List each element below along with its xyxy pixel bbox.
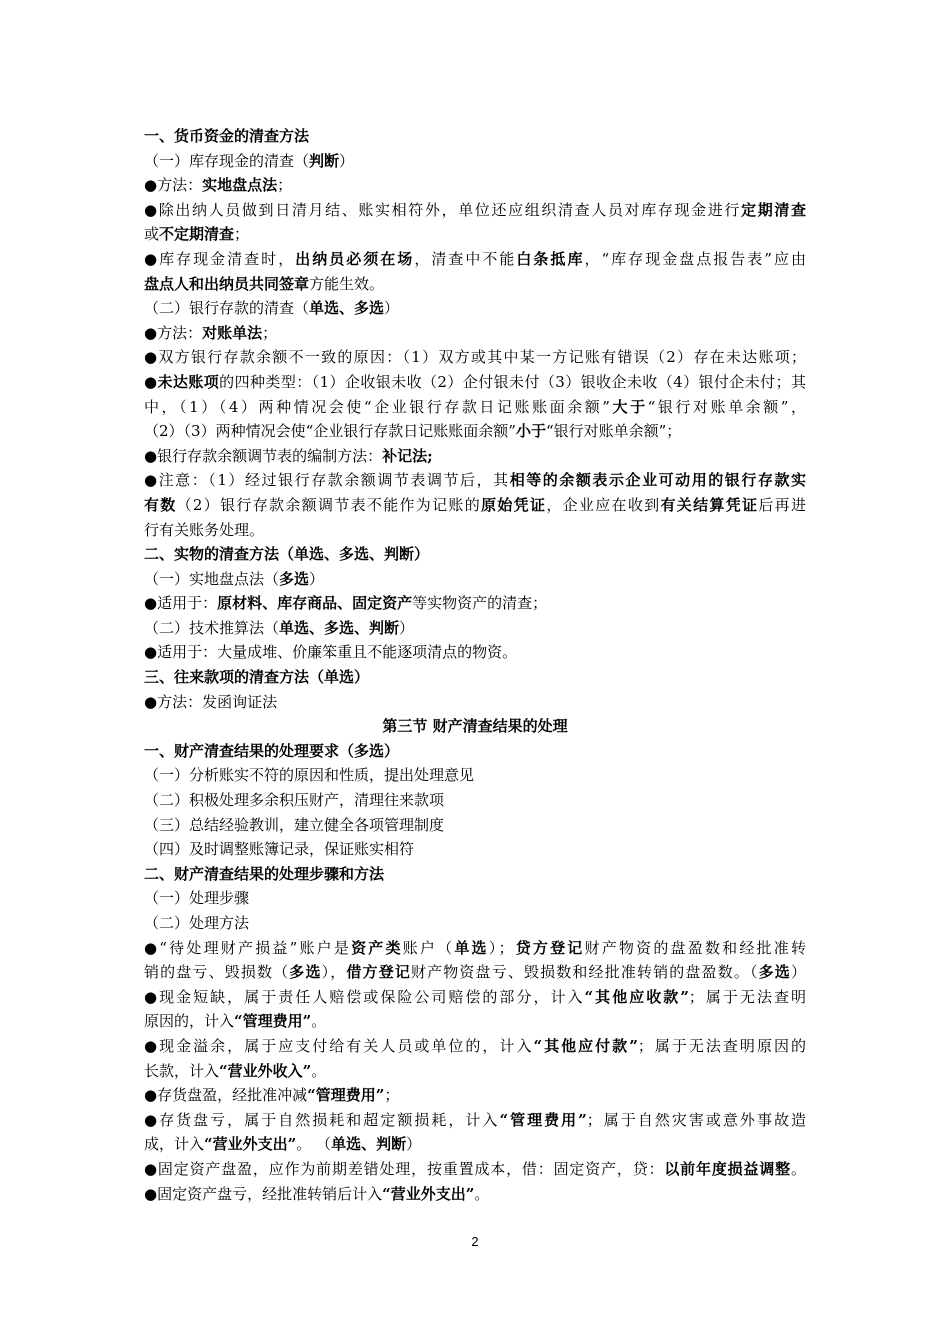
text-line [144,345,806,370]
text-run: （2）（3）两种情况会使“企业银行存款日记账账面余额” [144,422,516,441]
text-run: ●“待处理财产损益”账户是 [144,938,352,957]
text-line [144,272,806,297]
text-line [144,370,806,395]
bold-run: “营业外支出” [382,1184,475,1203]
text-line [144,1083,806,1108]
bold-run: 盘点人和出纳员共同签章 [144,274,310,293]
text-run: ； [234,225,250,244]
text-run: 。 [311,1061,327,1080]
text-run: （四）及时调整账簿记录，保证账实相符 [144,840,415,859]
text-run: 方能生效。 [309,274,385,293]
bold-run: 一、货币资金的清查方法 [144,127,310,145]
text-run: ●方法：发函询证法 [144,692,278,711]
bold-run: 原始凭证 [481,495,547,514]
text-run: 。 （ [296,1135,332,1154]
text-line [144,1132,806,1157]
bold-run: “管理费用” [234,1012,312,1031]
bold-run: “其他应付款” [533,1036,638,1055]
bold-run: 小于 [515,422,546,441]
text-run: ●适用于：大量成堆、价廉笨重且不能逐项清点的物资。 [144,643,518,662]
text-run: ； [277,176,293,195]
text-run: ；属于自然灾害或意外事故造 [586,1110,806,1129]
text-run: ； [384,1086,400,1105]
text-line [144,1108,806,1133]
bold-run: 单选、判断 [331,1135,407,1154]
text-line [144,395,806,420]
text-line [144,493,806,518]
bold-run: 多选 [289,963,322,982]
bold-run: 多选 [279,569,310,588]
text-run: （一）处理步骤 [144,889,250,908]
bold-run: 定期清查 [741,200,806,219]
text-run: ，企业应在收到 [546,495,661,514]
text-run: ） [399,618,415,637]
text-line [144,665,806,690]
text-line [144,936,806,961]
text-line [144,591,806,616]
text-line [144,616,806,641]
text-line [144,862,806,887]
text-run: ●库存现金清查时， [144,249,296,268]
text-run: ；属于无法查明 [688,987,806,1006]
text-run: 等实物资产的清查； [412,594,548,613]
bold-run: 以前年度损益调整 [664,1159,791,1178]
bold-run: 多选 [758,963,791,982]
bold-run: 二、财产清查结果的处理步骤和方法 [144,864,385,883]
text-run: （二）处理方法 [144,914,250,932]
text-line [144,198,806,223]
text-line [144,542,806,567]
text-run: （一）分析账实不符的原因和性质，提出处理意见 [144,766,475,785]
text-run: 的四种类型：（1）企收银未收（2）企付银未付（3）银收企未收（4）银付企未付；其 [219,372,806,391]
text-run: （二）技术推算法（ [144,618,280,637]
bold-run: 第三节 财产清查结果的处理 [382,717,568,736]
bold-run: “管理费用” [499,1110,587,1129]
text-line [144,149,806,174]
text-run: ●银行存款余额调节表的编制方法： [144,446,383,465]
text-run: ●存货盘亏，属于自然损耗和超定额损耗，计入 [144,1110,500,1129]
text-run: ●双方银行存款余额不一致的原因：（1）双方或其中某一方记账有错误（2）存在未达账项； [144,348,806,367]
bold-run: “营业外收入” [219,1061,312,1080]
text-run: ●方法： [144,323,203,342]
text-line [144,886,806,911]
text-line [144,739,806,764]
text-run: 。 [311,1012,327,1031]
text-run: ● [144,372,158,391]
text-run: ） [384,299,400,318]
page-number: 2 [471,1234,479,1249]
text-run: 财产物资的盘盈数和经批准转 [584,938,806,957]
text-run: ●固定资产盘盈，应作为前期差错处理，按重置成本，借：固定资产，贷： [144,1159,665,1178]
text-line [144,813,806,838]
text-run: （二）积极处理多余积压财产，清理往来款项 [144,791,445,810]
text-line [144,1182,806,1207]
text-run: （一）库存现金的清查（ [144,151,310,170]
text-run: ） [309,569,325,588]
text-run: ●适用于： [144,594,218,613]
text-run: 。 [474,1184,490,1203]
text-line [144,124,806,149]
text-run: 或 [144,225,160,244]
bold-run: 单选 [454,938,489,957]
text-run: ，清查中不能 [414,249,517,268]
text-line [144,518,806,543]
text-line [144,690,806,715]
bold-run: 原材料、库存商品、固定资产 [217,594,413,613]
text-run: ） [339,151,355,170]
text-run: 账户（ [402,938,455,957]
text-run: 后再进 [758,495,806,514]
text-run: 原因的，计入 [144,1012,235,1031]
text-line [144,788,806,813]
bold-run: 三、往来款项的清查方法（单选） [144,668,370,687]
text-run: “银行对账单余额”； [545,422,682,441]
bold-run: 对账单法 [202,323,263,342]
text-run: ●现金溢余，属于应支付给有关人员或单位的，计入 [144,1036,534,1055]
bold-run: 有数 [144,495,177,514]
bold-run: 一、财产清查结果的处理要求（多选） [144,741,400,760]
text-line [144,296,806,321]
text-run: 行有关账务处理。 [144,520,265,539]
section-heading [144,714,806,739]
text-run: ）； [488,938,514,957]
bold-run: 贷方登记 [513,938,585,957]
text-line [144,321,806,346]
text-run: 成，计入 [144,1135,205,1154]
text-run: 财产物资盘亏、毁损数和经批准转销的盘盈数。（ [410,963,759,982]
text-run: （三）总结经验教训，建立健全各项管理制度 [144,815,445,834]
bold-run: 出纳员必须在场 [295,249,415,268]
bold-run: 相等的余额表示企业可动用的银行存款实 [509,471,806,490]
text-line [144,567,806,592]
text-line [144,247,806,272]
text-line [144,1034,806,1059]
bold-run: 二、实物的清查方法（单选、多选、判断） [144,545,430,564]
text-run: 。 [790,1159,806,1178]
text-run: ） [406,1135,422,1154]
text-line [144,1009,806,1034]
text-run: ●除出纳人员做到日清月结、账实相符外，单位还应组织清查人员对库存现金进行 [144,200,742,219]
text-run: 长款，计入 [144,1061,220,1080]
text-run: （二）银行存款的清查（ [144,299,310,318]
bold-run: “管理费用” [307,1086,385,1105]
text-run: ）， [321,963,347,982]
text-run: ●固定资产盘亏，经批准转销后计入 [144,1184,383,1203]
text-line [144,911,806,936]
bold-run: 借方登记 [346,963,411,982]
text-run: ；属于无法查明原因的 [637,1036,806,1055]
text-line [144,763,806,788]
text-run: “银行对账单余额”， [647,397,806,416]
text-run: ●注意：（1）经过银行存款余额调节表调节后，其 [144,471,510,490]
text-line [144,640,806,665]
bold-run: 大于 [609,397,648,416]
bold-run: 判断 [309,151,340,170]
text-line [144,985,806,1010]
text-run: （2）银行存款余额调节表不能作为记账的 [176,495,482,514]
text-line [144,468,806,493]
text-run: ●存货盘盈，经批准冲减 [144,1086,308,1105]
bold-run: 有关结算凭证 [660,495,759,514]
text-line [144,222,806,247]
text-run: ●方法： [144,176,203,195]
text-line [144,837,806,862]
bold-run: 不定期清查 [159,225,235,244]
bold-run: 单选、多选 [309,299,385,318]
bold-run: 单选、多选、判断 [279,618,400,637]
bold-run: 未达账项 [157,372,220,391]
text-run: （一）实地盘点法（ [144,569,280,588]
text-line [144,1157,806,1182]
bold-run: “营业外支出” [204,1135,297,1154]
text-run: ） [790,963,806,982]
text-line [144,960,806,985]
bold-run: 资产类 [351,938,403,957]
document-body [144,124,806,1206]
bold-run: 补记法; [382,446,433,465]
text-run: ，“库存现金盘点报告表”应由 [584,249,806,268]
bold-run: “其他应收款” [584,987,689,1006]
text-line [144,419,806,444]
text-run: ●现金短缺，属于责任人赔偿或保险公司赔偿的部分，计入 [144,987,585,1006]
bold-run: 实地盘点法 [202,176,278,195]
text-line [144,444,806,469]
text-line [144,173,806,198]
text-run: ； [262,323,278,342]
text-run: 销的盘亏、毁损数（ [144,963,290,982]
text-run: 中，（1）（4）两种情况会使“企业银行存款日记账账面余额” [144,397,610,416]
text-line [144,1059,806,1084]
bold-run: 白条抵库 [516,249,585,268]
